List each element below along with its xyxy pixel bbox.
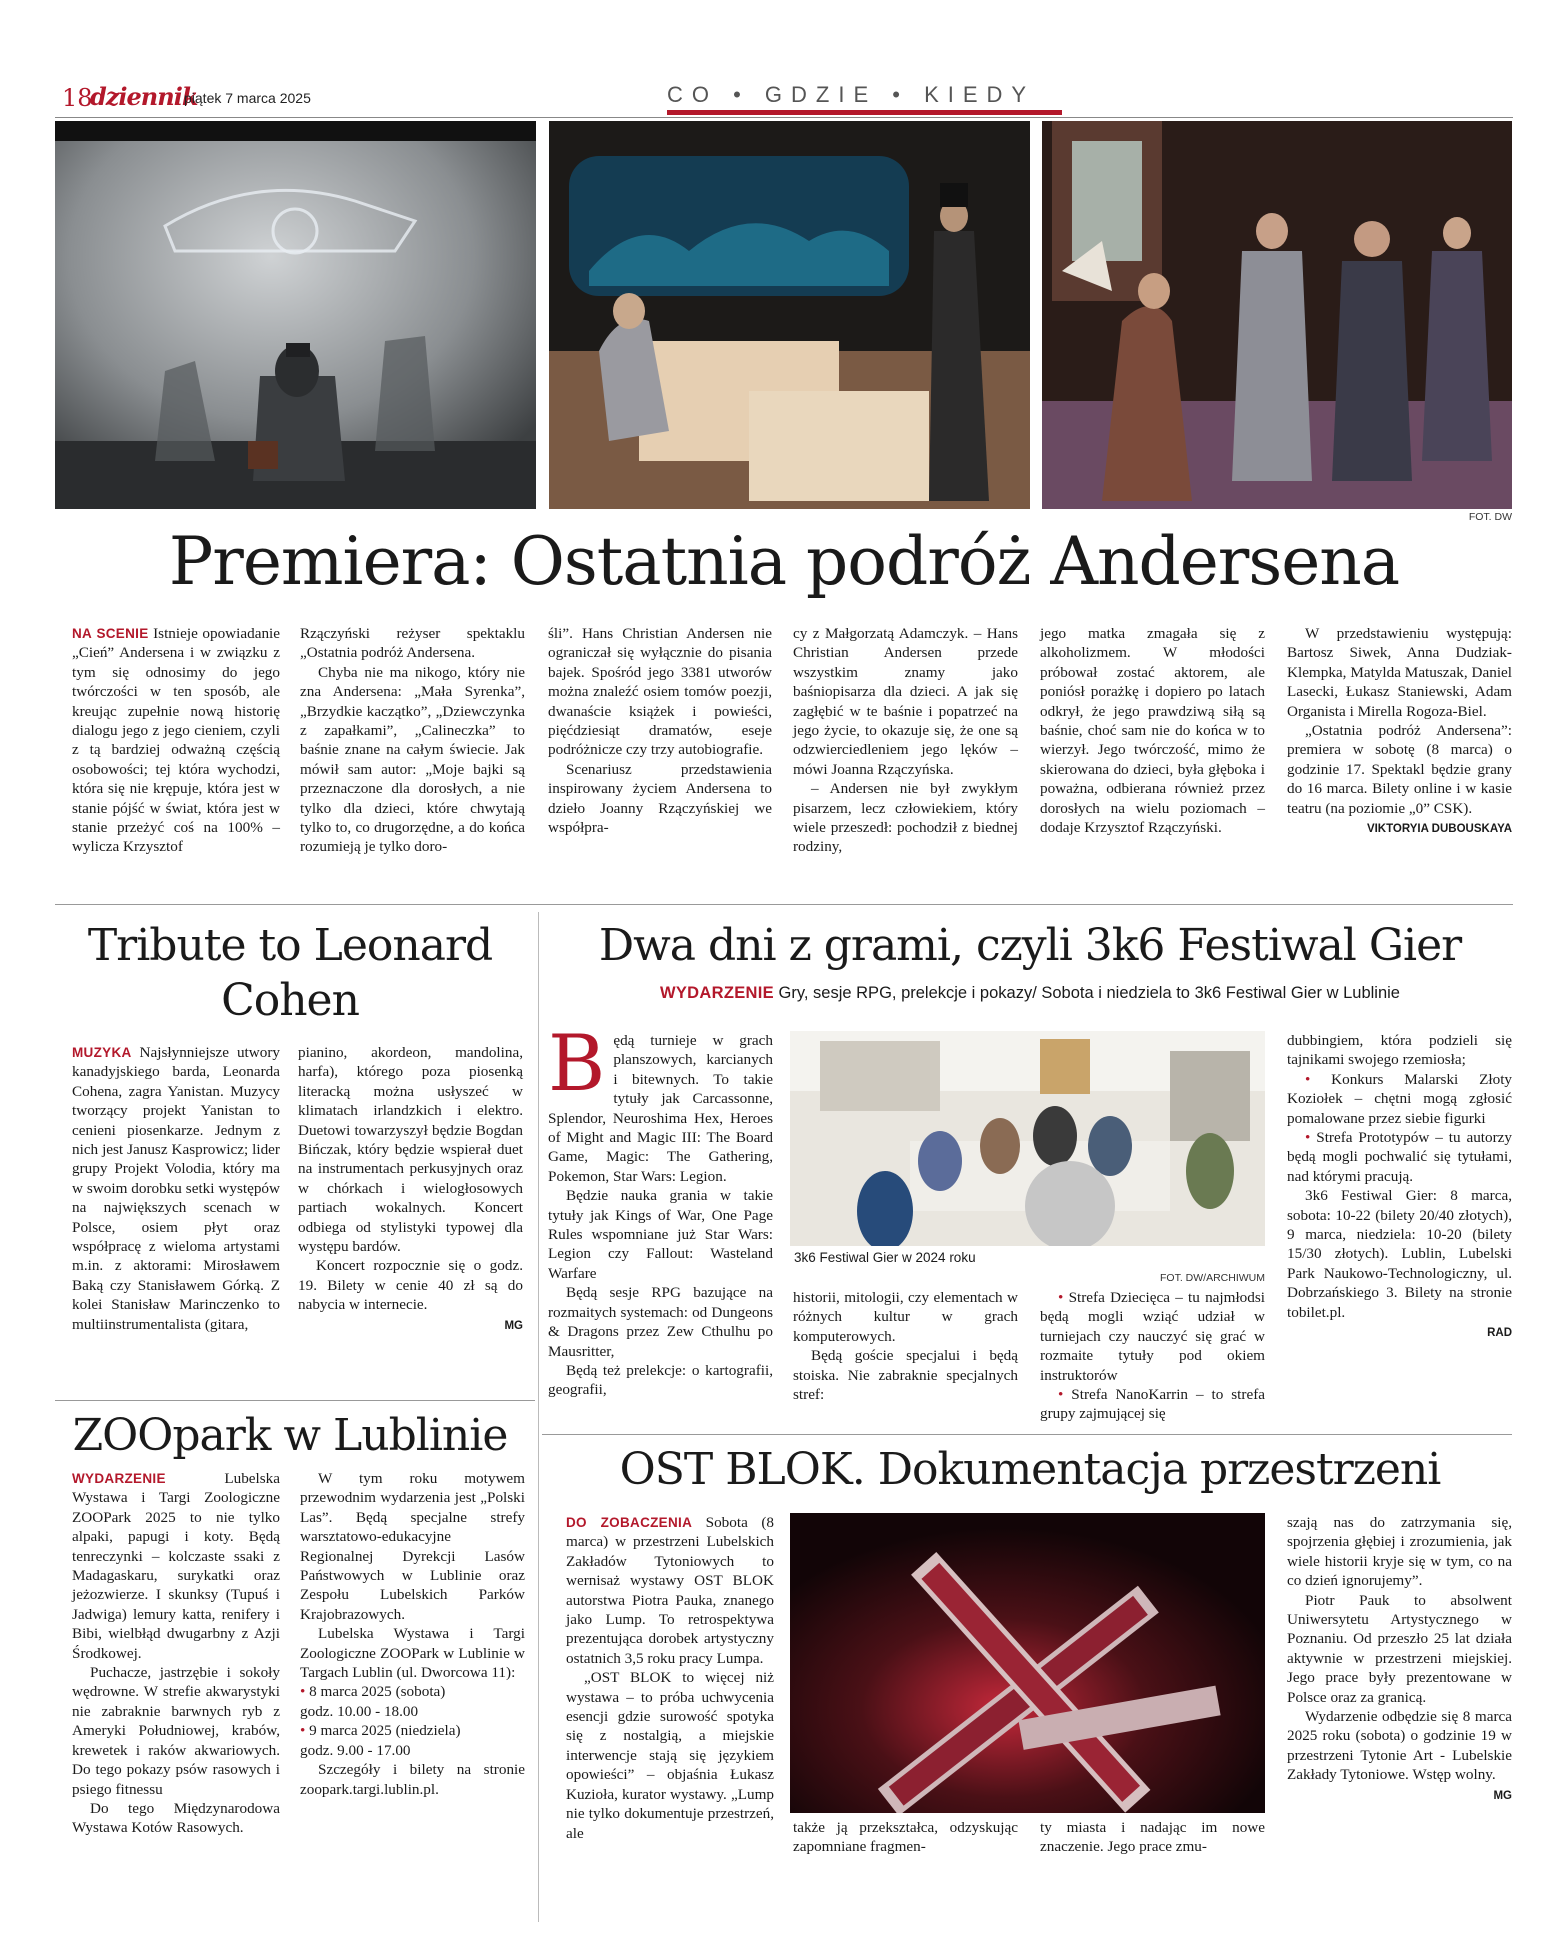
article-andersen-col5: jego matka zmagała się z alkoholizmem. W młodości próbował zostać aktorem, ale poniósł porażkę i dopiero po latach odkrył, że jego prawdziwą siłą są baśnie, choć sam nie do końca w to wierzył. Jego twórczość, mimo że skierowana do dzieci, była głęboka i poważna, odbierana również przez dorosłych na wielu poziomach – dodaje Krzysztof Rzączyński. [1040,625,1265,837]
newspaper-logo: dziennik [90,82,198,111]
photo-ostblok-installation [790,1513,1265,1813]
article-ostblok-col1: DO ZOBACZENIA Sobota (8 marca) w przestrzeni Lubelskich Zakładów Tytoniowych to wernisaż wystawy OST BLOK autorstwa Piotra Pauka, znanego jako Lump. To retrospektywa prezentująca dorobek artystyczny ostatnich 3,5 roku pracy Lumpa. „OST BLOK to więcej niż wystawa – to próba uchwycenia esencji gdzie surowość spotyka się z nostalgią, a miejskie interwencje stają się językiem opowieści” – objaśnia Łukasz Kuzioła, kurator wystawy. „Lump nie tylko dokumentuje przestrzeń, ale [566,1514,774,1842]
article-ostblok-col3: ty miasta i nadając im nowe znaczenie. Jego prace zmu- [1040,1819,1265,1856]
article-games-col1: Będą turnieje w grach planszowych, karcianych i bitewnych. To takie tytuły jak Carcassonne, Splendor, Neuroshima Hex, Heroes of Might and Magic III: The Board Game, Magic: The Gathering, Pokemon, Star Wars: Legion. Będzie nauka grania w takie tytuły jak Kings of War, One Page Rules wspomniane już Star Wars: Legion czy Fallout: Wasteland Warfare Będą sesje RPG bazujące na rozmaitych systemach: od Dungeons & Dragons przez Zew Cthulhu po Mausritter, Będą też prelekcje: o kartografii, geografii, [548,1019,773,1399]
deck-games: WYDARZENIE Gry, sesje RPG, prelekcje i pokazy/ Sobota i niedziela to 3k6 Festiwal Gier w Lublinie [660,984,1400,1002]
vertical-divider [538,912,539,1922]
article-cohen-col2: pianino, akordeon, mandolina, harfa), którego poza piosenką literacką można usłyszeć w klimatach irlandzkich i elektro. Duetowi towarzyszył będzie Bogdan Bińczak, który będzie wspierał duet na instrumentach perkusyjnych oraz w chórkach i wielogłosowych partiach wokalnych. Koncert odbiega od stylistyki typowej dla występu bardów. Koncert rozpocznie się o godz. 19. Bilety w cenie 40 zł są do nabycia w internecie. MG [298,1043,523,1336]
dropcap: B [548,1019,606,1109]
article-zoo-col2: W tym roku motywem przewodnim wydarzenia jest „Polski Las”. Będą specjalne strefy warsztatowo-edukacyjne Regionalnej Dyrekcji Lasów Państwowych w Lublinie oraz Zespołu Lubelskich Parków Krajobrazowych. Lubelska Wystawa i Targi Zoologiczne ZOOPark w Lublinie w Targach Lublin (ul. Dworcowa 11): • 8 marca 2025 (sobota) godz. 10.00 - 18.00 • 9 marca 2025 (niedziela) godz. 9.00 - 17.00 Szczegóły i bilety na stronie zoopark.targi.lublin.pl. [300,1470,525,1798]
divider-3 [542,1434,1512,1435]
article-cohen-col1: MUZYKA Najsłynniejsze utwory kanadyjskiego barda, Leonarda Cohena, zagra Yanistan. Muzycy tworzący projekt Yanistan to cenieni piosenkarze. Jednym z nich jest Janusz Kasprowicz; lider grupy Projekt Volodia, który ma w swoim dorobku setki występów na największych scenach w Polsce, osiem płyt oraz współpracę z wieloma artystami m.in. z aktorami: Mirosławem Baką czy Stanisławem Górką. Z kolei Stanisław Marinczenko to multiinstrumentalista (gitara, [72,1044,280,1333]
section-underline [667,110,1062,115]
page-number: 18 [62,84,93,112]
photo-caption-games: 3k6 Festiwal Gier w 2024 roku [794,1250,976,1265]
issue-date: piątek 7 marca 2025 [184,90,311,106]
kicker-andersen: NA SCENIE [72,626,149,641]
header-rule [55,117,1513,118]
article-andersen-col4: cy z Małgorzatą Adamczyk. – Hans Christian Andersen przede wszystkim znamy jako baśniopisarza dla dzieci. A jak się zagłębić w te baśnie i popatrzeć na jego życie, to okazuje się, że one są odzwierciedleniem jego lęków – mówi Joanna Rzączyńska. – Andersen nie był zwykłym pisarzem, lecz człowiekiem, który wiele przeszedł: pochodził z biednej rodziny, [793,625,1018,856]
page-header [62,82,1512,116]
photo-credit: FOT. DW [1468,511,1512,523]
photo-credit-games: FOT. DW/ARCHIWUM [1160,1272,1265,1284]
article-ostblok-col2: także ją przekształca, odzyskując zapomniane fragmen- [793,1819,1018,1856]
headline-ostblok: OST BLOK. Dokumentacja przestrzeni [619,1444,1441,1495]
headline-zoo: ZOOpark w Lublinie [72,1410,508,1461]
headline-games: Dwa dni z grami, czyli 3k6 Festiwal Gier [598,920,1462,971]
photo-games-festival [790,1031,1265,1246]
headline-andersen: Premiera: Ostatnia podróż Andersena [168,523,1400,600]
byline-andersen: VIKTORYIA DUBOUSKAYA [1366,823,1512,836]
section-title: CO • GDZIE • KIEDY [667,82,1036,107]
photo-stage-shadow [55,121,536,509]
article-andersen-col3: śli”. Hans Christian Andersen nie ograniczał się wyłącznie do pisania bajek. Spośród jego 3381 utworów można znaleźć osiem tomów poezji, dwanaście książek i powieści, pięćdziesiąt dramatów, eseje podróżnicze czy trzy autobiografie. Scenariusz przedstawienia inspirowany życiem Andersena to dzieło Joanny Rzączyńskiej we współpra- [548,625,772,837]
kicker-games: WYDARZENIE [660,984,774,1002]
byline-games: RAD [1487,1327,1512,1340]
byline-cohen: MG [504,1319,523,1332]
article-andersen-col2: Rzączyński reżyser spektaklu „Ostatnia podróż Andersena. Chyba nie ma nikogo, który nie zna Andersena: „Mała Syrenka”, „Brzydkie kaczątko”, „Dziewczynka z zapałkami”, „Calineczka” to baśnie znane na całym świecie. Jak mówił sam autor: „Moje bajki są przeznaczone dla dorosłych, a nie tylko dla dzieci, które chwytają tylko to, co drugorzędne, a do końca rozumieją je tylko doro- [300,625,525,856]
article-games-col2: historii, mitologii, czy elementach w różnych kultur w grach komputerowych. Będą goście specjalui i będą stoiska. Nie zabraknie specjalnych stref: [793,1289,1018,1404]
article-andersen-col1: NA SCENIE Istnieje opowiadanie „Cień” Andersena i w związku z tym się odnosimy do jego twórczości w ten sposób, ale kreując zupełnie nową historię dialogu jego z jego cieniem, czyli z tą bardziej odważną częścią osobowości; tej która wychodzi, która się nie krępuje, która jest w stanie pójść w świat, która jest w stanie przeżyć coś na 100% – wylicza Krzysztof [72,625,280,856]
article-games-col4: dubbingiem, która podzieli się tajnikami swojego rzemiosła; • Konkurs Malarski Złoty Koziołek – chętni mogą zgłosić pomalowane przez siebie figurki • Strefa Prototypów – tu autorzy będą mogli pochwalić się tytułami, nad którymi pracują. 3k6 Festiwal Gier: 8 marca, sobota: 10-22 (bilety 20/40 złotych), 9 marca, niedziela: 10-20 (bilety 15/30 złotych). Lublin, Lubelski Park Naukowo-Technologiczny, ul. Dobrzańskiego 3. Bilety na stronie tobilet.pl. RAD [1287,1031,1512,1344]
byline-ostblok: MG [1493,1789,1512,1802]
kicker-cohen: MUZYKA [72,1045,132,1060]
photo-ensemble-scene [1042,121,1512,509]
article-ostblok-col4: szają nas do zatrzymania się, spojrzenia głębiej i zrozumienia, jak wiele historii kryje się w tym, co na co dzień ignorujemy”. Piotr Pauk to absolwent Uniwersytetu Artystycznego w Poznaniu. Od przeszło 25 lat działa aktywnie w przestrzeni miejskiej. Jego prace były prezentowane w Polsce oraz za granicą. Wydarzenie odbędzie się 8 marca 2025 roku (sobota) o godzinie 19 w przestrzeni Tytonie Art - Lubelskie Zakłady Tytoniowe. Wstęp wolny. MG [1287,1513,1512,1806]
photo-train-scene [549,121,1030,509]
article-zoo-col1: WYDARZENIE Lubelska Wystawa i Targi Zoologiczne ZOOPark 2025 to nie tylko alpaki, papugi i koty. Będą tenreczynki – kolczaste ssaki z Madagaskaru, surykatki oraz jeżozwierze. I skunksy (Tupuś i Jadwiga) lemury katta, renifery i Bibi, wielbłąd dwugarbny z Azji Środkowej. Puchacze, jastrzębie i sokoły wędrowne. W strefie akwarystyki nie zabraknie barwnych ryb z Ameryki Południowej, krabów, krewetek i raków akwariowych. Do tego pokazy psów rasowych i psiego fitnessu Do tego Międzynarodowa Wystawa Kotów Rasowych. [72,1470,280,1837]
divider-1 [55,904,1513,905]
divider-2 [55,1400,535,1401]
kicker-zoo: WYDARZENIE [72,1471,166,1486]
article-games-col3: • Strefa Dziecięca – tu najmłodsi będą mogli wziąć udział w turniejach czy nauczyć się grać w rozmaite tytuły pod okiem instruktorów • Strefa NanoKarrin – to strefa grupy zajmującej się [1040,1289,1265,1423]
headline-cohen: Tribute to Leonard Cohen [87,920,493,1026]
kicker-ostblok: DO ZOBACZENIA [566,1515,693,1530]
article-andersen-col6: W przedstawieniu występują: Bartosz Siwek, Anna Dudziak- Klempka, Matylda Matuszak, Daniel Lasecki, Łukasz Staniewski, Adam Organista i Mirella Rogoza-Biel. „Ostatnia podróż Andersena”: premiera w sobotę (8 marca) o godzinie 17. Spektakl będzie grany do 16 marca. Bilety online i w kasie teatru (na poziomie „0” CSK). VIKTORYIA DUBOUSKAYA [1287,624,1512,839]
